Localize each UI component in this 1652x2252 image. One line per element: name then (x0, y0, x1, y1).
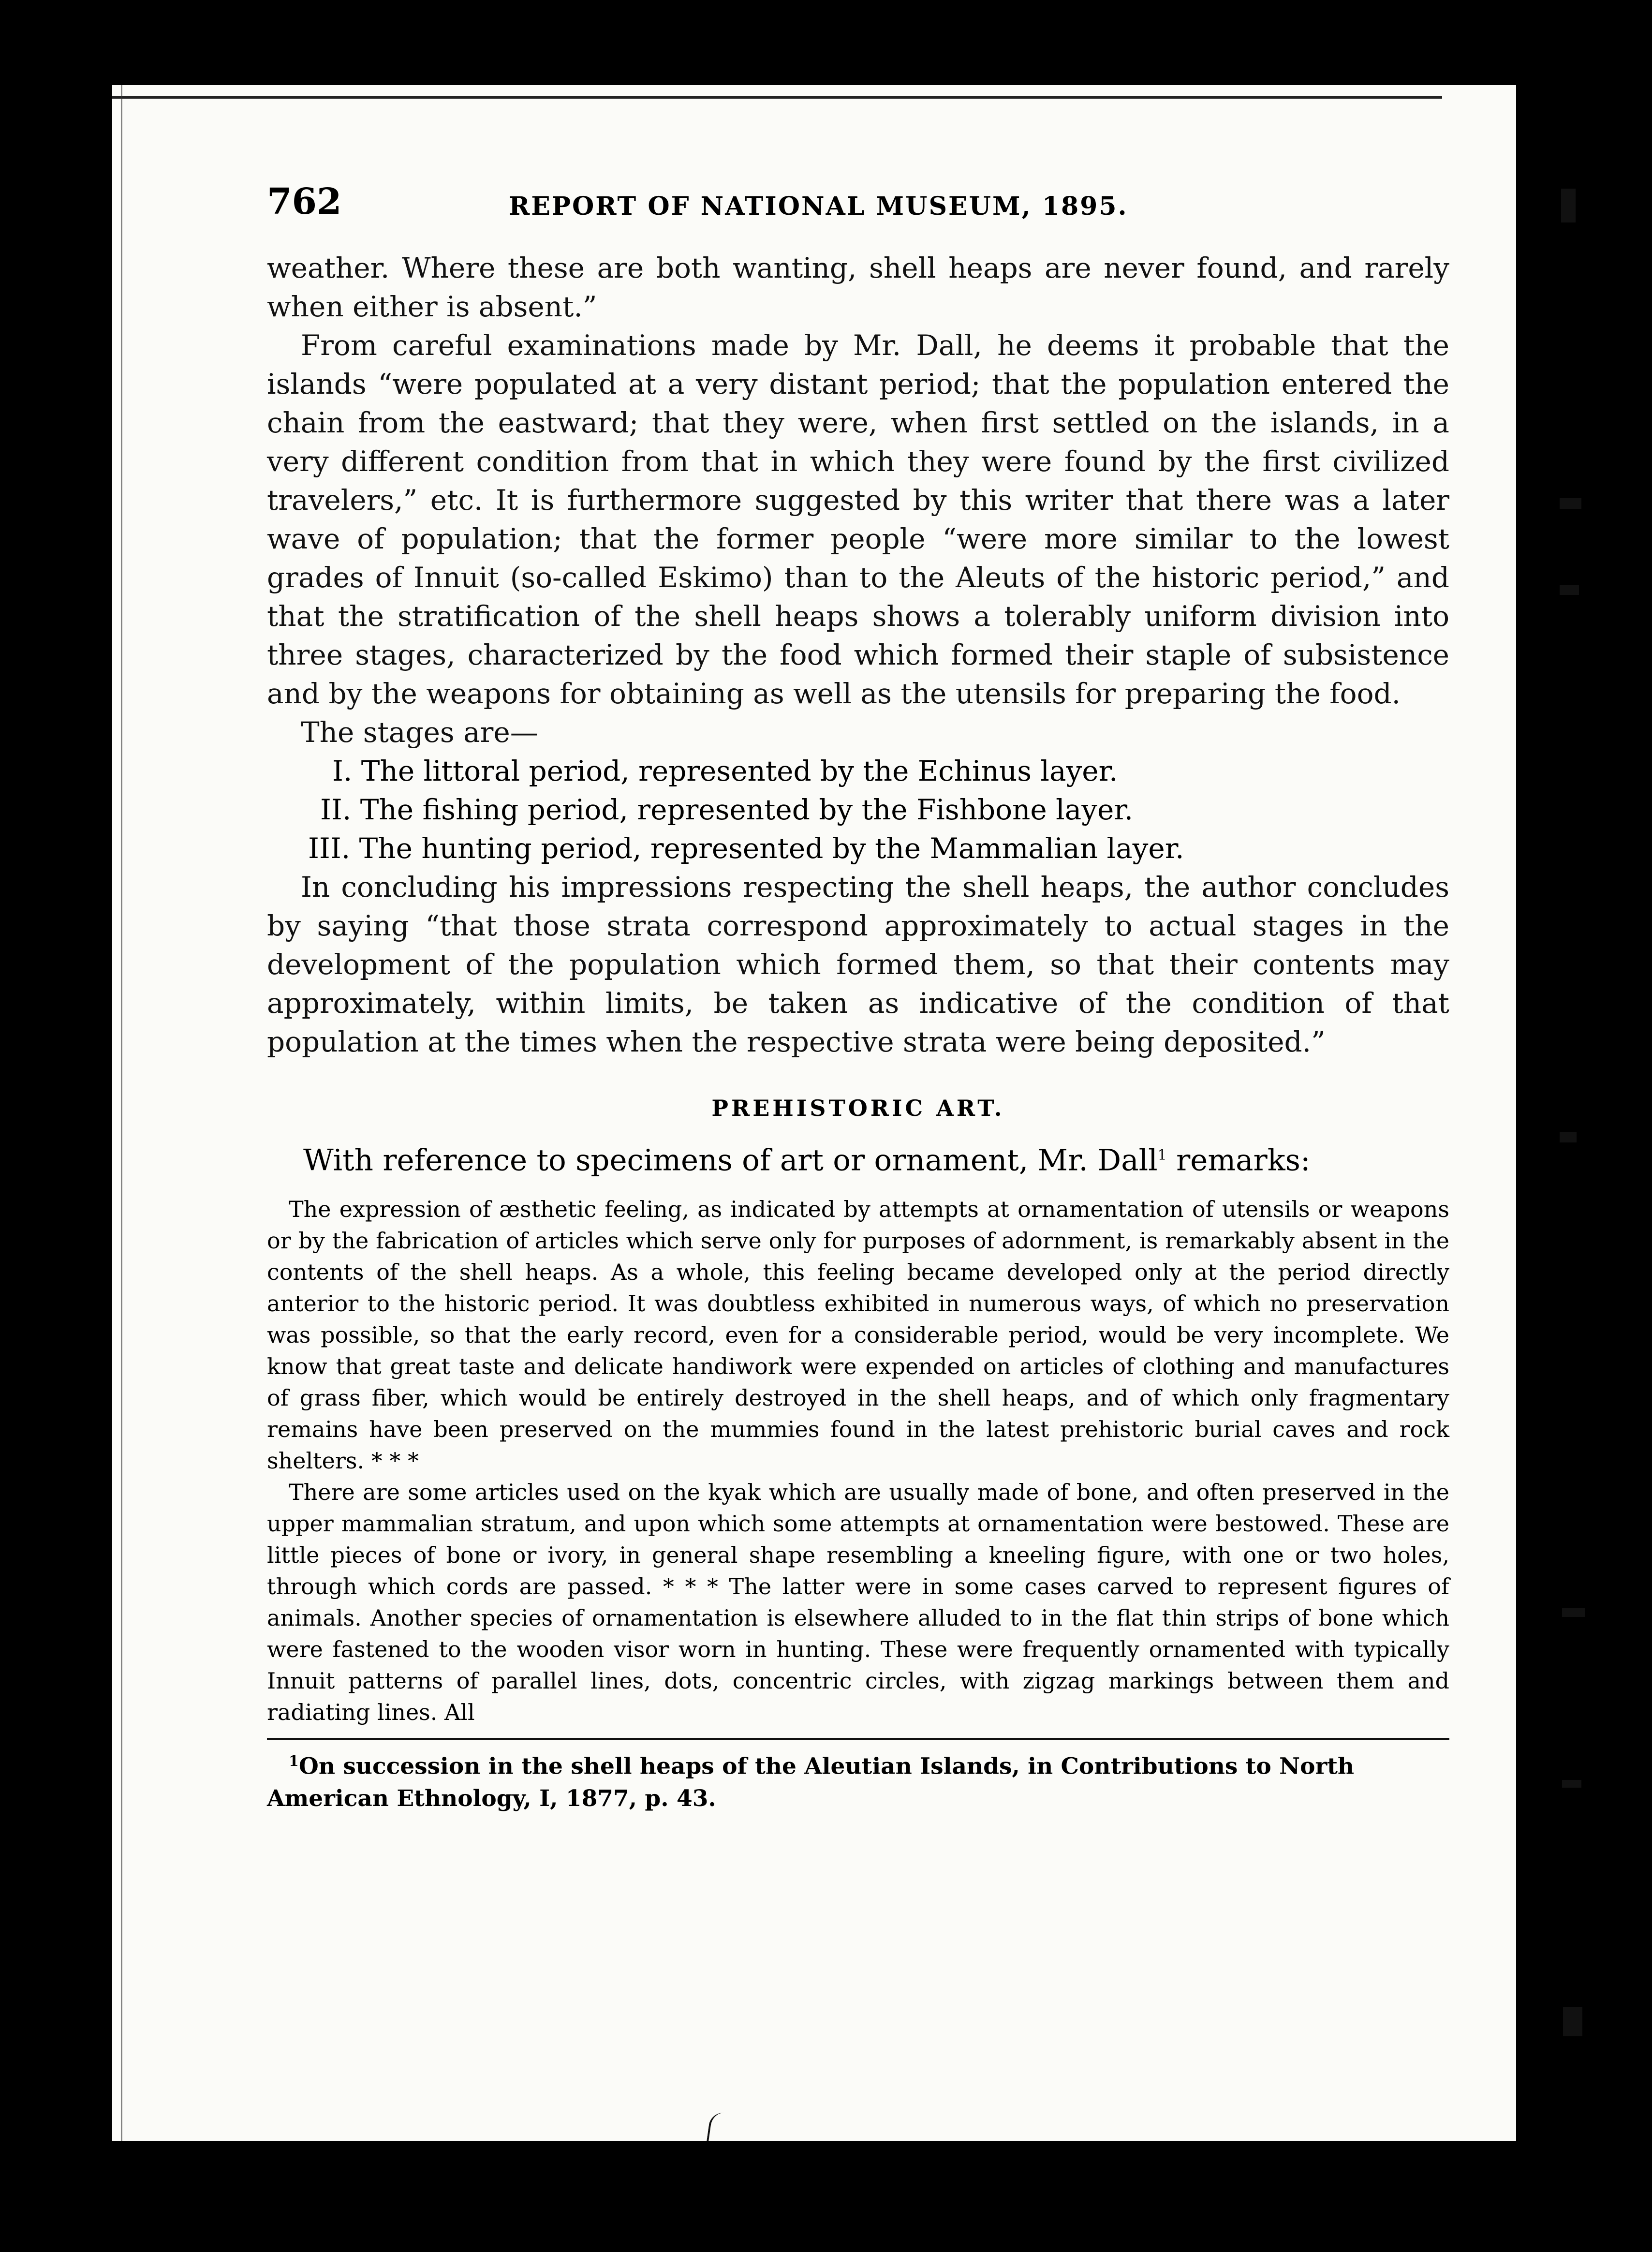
page-header (267, 181, 1449, 249)
footnote-marker: 1 (289, 1753, 299, 1770)
section-heading: PREHISTORIC ART. (711, 1095, 1005, 1121)
stage-item: III. The hunting period, represented by the Mammalian layer. (308, 832, 1184, 865)
binding-mark (1562, 1780, 1581, 1788)
block-quote-paragraph: There are some articles used on the kyak which are usually made of bone, and often preserved in the upper mammalian stratum, and upon which some attempts at ornamentation were bestowed. These are little pieces of bone or ivory, in general shape resembling a kneeling figure, with one or two holes, through which cords are passed. * * * The latter were in some cases carved to represent figures of animals. Another species of ornamentation is elsewhere alluded to in the flat thin strips of bone which were fastened to the wooden visor worn in hunting. These were frequently ornamented with typically Innuit patterns of parallel lines, dots, concentric circles, with zigzag markings between them and radiating lines. All (267, 1479, 1449, 1726)
pen-mark (701, 2111, 727, 2141)
running-title: REPORT OF NATIONAL MUSEUM, 1895. (509, 192, 1128, 221)
page-left-edge (121, 85, 122, 2141)
paragraph-continuation: weather. Where these are both wanting, shell heaps are never found, and rarely when either is absent.” (267, 252, 1449, 323)
stage-item: I. The littoral period, represented by the Echinus layer. (332, 755, 1118, 787)
page-content (267, 181, 1449, 1815)
footnote (267, 1746, 1449, 1815)
footnote-divider (267, 1738, 1449, 1740)
intro-text: With reference to specimens of art or ornament, Mr. Dall (303, 1143, 1158, 1178)
page-number: 762 (267, 181, 342, 222)
binding-mark (1560, 1132, 1577, 1142)
binding-mark (1561, 189, 1576, 222)
footnote-text: On succession in the shell heaps of the Aleutian Islands, in Contributions to North American Ethnology, I, 1877, p. 43. (267, 1753, 1355, 1812)
paragraph-stages-intro: The stages are— (301, 716, 538, 749)
footnote-ref: 1 (1157, 1147, 1167, 1164)
binding-mark (1563, 2007, 1582, 2036)
binding-mark (1562, 1608, 1585, 1617)
page-top-edge (112, 96, 1442, 99)
block-quote-paragraph: The expression of æsthetic feeling, as indicated by attempts at ornamentation of utensils or weapons or by the fabrication of articles which serve only for purposes of adornment, is remarkably absent in the contents of the shell heaps. As a whole, this feeling became developed only at the period directly anterior to the historic period. It was doubtless exhibited in numerous ways, of which no preservation was possible, so that the early record, even for a considerable period, would be very incomplete. We know that great taste and delicate handiwork were expended on articles of clothing and manufactures of grass fiber, which would be entirely destroyed in the shell heaps, and of which only fragmentary remains have been preserved on the mummies found in the latest prehistoric burial caves and rock shelters. * * * (267, 1196, 1449, 1474)
stage-item: II. The fishing period, represented by the Fishbone layer. (320, 793, 1134, 826)
scan-border-strip (1516, 0, 1560, 2252)
intro-end: remarks: (1166, 1143, 1311, 1178)
binding-mark (1560, 585, 1579, 595)
paragraph-dall-examinations: From careful examinations made by Mr. Dall, he deems it probable that the islands “were populated at a very distant period; that the population entered the chain from the eastward; that they were, when first settled on the islands, in a very different condition from that in which they were found by the first civilized travelers,” etc. It is furthermore suggested by this writer that there was a later wave of population; that the former people “were more similar to the lowest grades of Innuit (so-called Eskimo) than to the Aleuts of the historic period,” and that the stratification of the shell heaps shows a tolerably uniform division into three stages, characterized by the food which formed their staple of subsistence and by the weapons for obtaining as well as the utensils for preparing the food. (267, 329, 1449, 710)
binding-mark (1560, 498, 1581, 509)
paragraph-conclusion: In concluding his impressions respecting the shell heaps, the author concludes by saying “that those strata correspond approximately to actual stages in the development of the population which formed them, so that their contents may approximately, within limits, be taken as indicative of the condition of that population at the times when the respective strata were being deposited.” (267, 871, 1449, 1058)
section-intro (267, 1136, 1449, 1180)
